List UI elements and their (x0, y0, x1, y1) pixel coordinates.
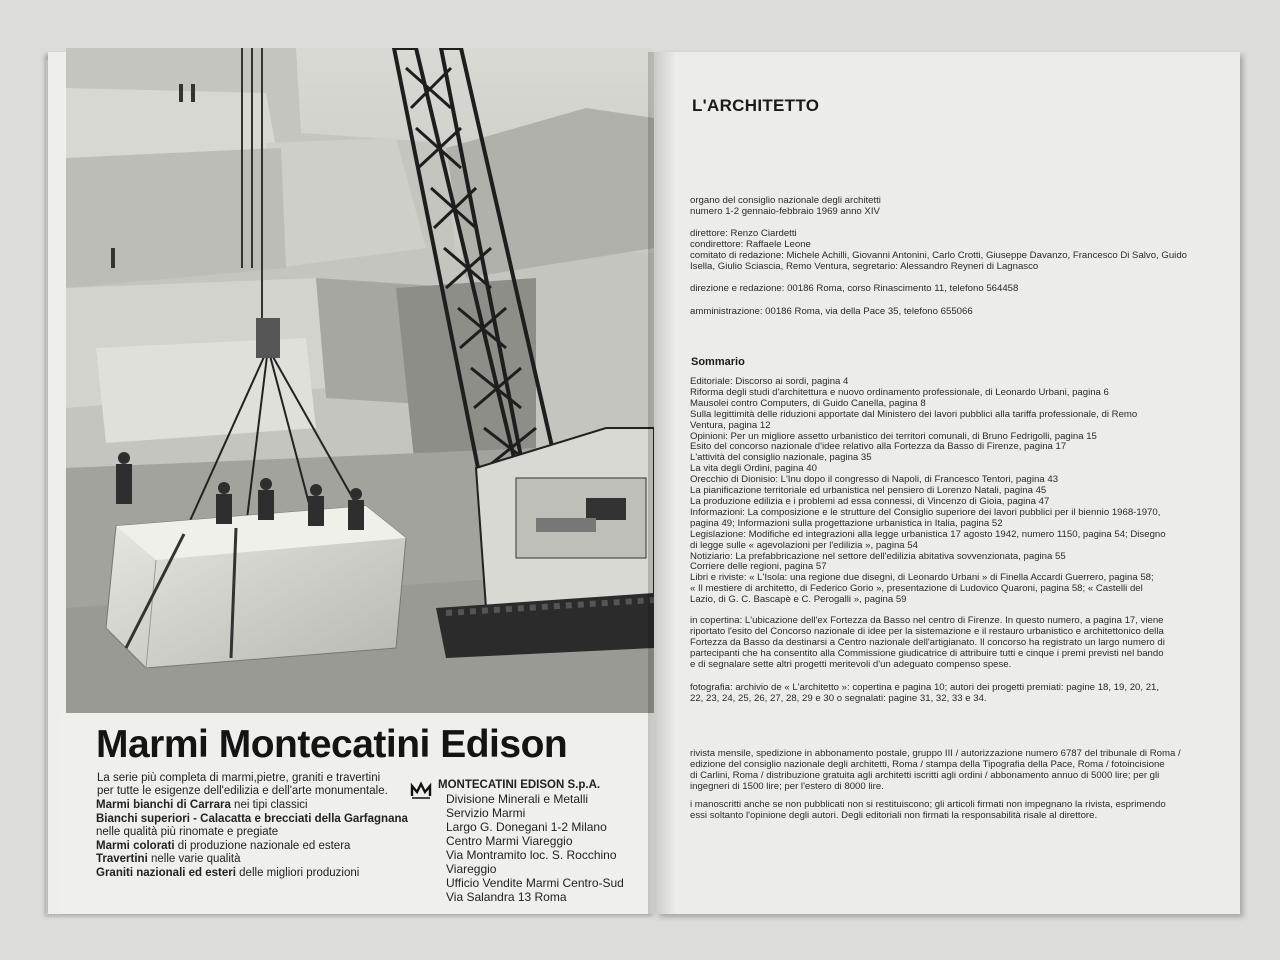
amministrazione-address: amministrazione: 00186 Roma, via della Pace 35, telefono 655066 (690, 306, 973, 317)
toc-line: Legislazione: Modifiche ed integrazioni alla legge urbanistica 17 agosto 1942, numero 1150, pagina 54; Disegno (690, 528, 1166, 540)
address-line: Divisione Minerali e Metalli (446, 792, 589, 806)
address-line: Viareggio (446, 862, 497, 876)
toc-line: Editoriale: Discorso ai sordi, pagina 4 (690, 376, 849, 387)
product-item: Bianchi superiori - Calacatta e brecciati della Garfagnana nelle qualità più rinomate e pregiate (96, 812, 408, 838)
table-of-contents (690, 377, 1166, 606)
toc-line: Notiziario: La prefabbricazione nel settore dell'edilizia abitativa sovvenzionata, pagina 55 (690, 550, 1066, 562)
magazine-masthead: L'ARCHITETTO (692, 96, 820, 115)
company-name: MONTECATINI EDISON S.p.A. (438, 779, 601, 791)
marble-advertisement (60, 713, 656, 913)
company-address (446, 792, 656, 904)
toc-line: Ventura, pagina 12 (690, 419, 771, 431)
toc-line: L'attività del consiglio nazionale, pagina 35 (690, 452, 872, 464)
product-item: Graniti nazionali ed esteri delle migliori produzioni (96, 866, 360, 879)
address-line: Ufficio Vendite Marmi Centro-Sud (446, 876, 624, 890)
photo-credits: fotografia: archivio de « L'architetto »: copertina e pagina 10; autori dei progetti premiati: pagine 18, 19, 20, 21, 22, 23, 24, 25, 26, 27, 28, 29 e 30 o segnalati: pagine 31, 32, 33 e 34. (690, 682, 1160, 704)
toc-line: Lazio, di G. C. Bascapè e C. Perogalli », pagina 59 (690, 594, 907, 606)
toc-line: « Il mestiere di architetto, di Federico Gorio », presentazione di Ludovico Quaroni, pagina 58; « Castelli del (690, 583, 1143, 595)
toc-line: Libri e riviste: « L'Isola: una regione due disegni, di Leonardo Urbani » di Finella Accardi Guerrero, pagina 58; (690, 572, 1154, 584)
address-line: Largo G. Donegani 1-2 Milano (446, 820, 607, 834)
toc-line: di legge sulle « agevolazioni per l'edilizia », pagina 54 (690, 539, 918, 551)
toc-line: La pianificazione territoriale ed urbanistica nel pensiero di Lorenzo Natali, pagina 45 (690, 485, 1047, 497)
montecatini-logo-icon (410, 780, 432, 800)
address-line: Servizio Marmi (446, 806, 526, 820)
toc-line: Opinioni: Per un migliore assetto urbanistico dei territori comunali, di Bruno Fedrigolli, pagina 15 (690, 430, 1097, 442)
quarry-crane-photo (66, 48, 654, 713)
product-item: Marmi colorati di produzione nazionale ed estera (96, 839, 351, 852)
editorial-staff: direttore: Renzo Ciardetti condirettore: Raffaele Leone comitato di redazione: Michele Achilli, Giovanni Antonini, Carlo Crotti, Giuseppe Davanzo, Francesco Di Salvo, Guido Isella, Giulio Sciascia, Remo Ventura, segretario: Alessandro Reyneri di Lagnasco (690, 228, 1187, 272)
product-item: Marmi bianchi di Carrara nei tipi classici (96, 799, 308, 811)
address-line: Centro Marmi Viareggio (446, 834, 573, 848)
manuscript-notice: i manoscritti anche se non pubblicati non si restituiscono; gli articoli firmati non impegnano la rivista, esprimendo essi soltanto l'opinione degli autori. Degli editoriali non firmati la responsabilità risale al direttore. (690, 799, 1166, 821)
toc-line: Orecchio di Dionisio: L'Inu dopo il congresso di Napoli, di Francesco Tentori, pagina 43 (690, 474, 1059, 486)
toc-line: Mausolei contro Computers, di Guido Canella, pagina 8 (690, 397, 926, 409)
toc-line: Informazioni: La composizione e le strutture del Consiglio superiore dei lavori pubblici per il biennio 1968-1970, (690, 506, 1161, 518)
toc-line: La produzione edilizia e i problemi ad essa connessi, di Vincenzo di Gioia, pagina 47 (690, 495, 1050, 507)
toc-line: Sulla legittimità delle riduzioni apportate dal Ministero dei lavori pubblici alla tariffa professionale, di Remo (690, 408, 1138, 420)
page-gutter (648, 52, 676, 914)
product-list (96, 799, 416, 880)
toc-line: pagina 49; Informazioni sulla progettazione urbanistica in Italia, pagina 52 (690, 517, 1003, 529)
toc-line: La vita degli Ordini, pagina 40 (690, 463, 817, 475)
ad-brand-title: Marmi Montecatini Edison (96, 723, 568, 766)
issue-info: organo del consiglio nazionale degli architetti numero 1-2 gennaio-febbraio 1969 anno XIV (690, 195, 881, 217)
ad-intro-text: La serie più completa di marmi,pietre, graniti e travertini per tutte le esigenze dell'edilizia e dell'arte monumentale. (97, 772, 388, 797)
product-item: Travertini nelle varie qualità (96, 853, 241, 865)
direzione-address: direzione e redazione: 00186 Roma, corso Rinascimento 11, telefono 564458 (690, 283, 1019, 294)
publication-info: rivista mensile, spedizione in abbonamento postale, gruppo III / autorizzazione numero 6787 del tribunale di Roma / edizione del consiglio nazionale degli architetti, Roma / stampa della Tipografia della Pace, Roma / fotoincisione di Carlini, Roma / distribuzione gratuita agli architetti iscritti agli ordini / abbonamento annuo di 5000 lire; per gli ingegneri di 1500 lire; per l'estero di 8000 lire. (690, 748, 1181, 792)
cover-description: in copertina: L'ubicazione dell'ex Fortezza da Basso nel centro di Firenze. In questo numero, a pagina 17, viene riportato l'esito del Concorso nazionale di idee per la sistemazione e il restauro urbanistico e architettonico della Fortezza da Basso da destinarsi a Centro nazionale dell'artigianato. Il concorso ha registrato un largo numero di partecipanti che ha consentito alla Commissione giudicatrice di attribuire tutti e cinque i premi previsti nel bando e di segnalare sette altri progetti meritevoli d'un adeguato compenso spese. (690, 615, 1165, 670)
sommario-heading: Sommario (691, 356, 745, 368)
address-line: Via Salandra 13 Roma (446, 890, 567, 904)
toc-line: Corriere delle regioni, pagina 57 (690, 561, 827, 573)
address-line: Via Montramito loc. S. Rocchino (446, 848, 617, 862)
toc-line: Riforma degli studi d'architettura e nuovo ordinamento professionale, di Leonardo Urbani, pagina 6 (690, 386, 1109, 398)
toc-line: Esito del concorso nazionale d'idee relativo alla Fortezza da Basso di Firenze, pagina 17 (690, 441, 1067, 453)
